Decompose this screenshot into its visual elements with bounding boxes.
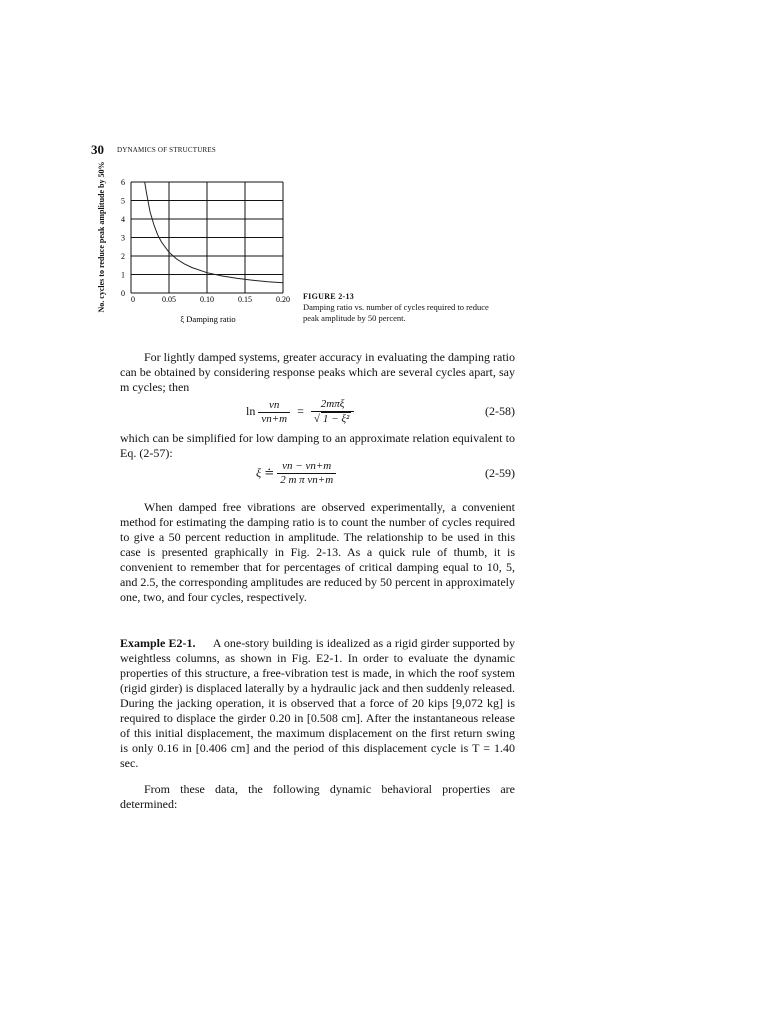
y-tick-label: 6 (121, 178, 125, 187)
figure-caption-text: Damping ratio vs. number of cycles required to reduce peak amplitude by 50 percent. (303, 302, 489, 323)
y-tick-label: 2 (121, 252, 125, 261)
x-tick-label: 0.15 (238, 295, 252, 304)
y-axis-label: No. cycles to reduce peak amplitude by 50% (97, 161, 106, 313)
paragraph-1-text: For lightly damped systems, greater accuracy in evaluating the damping ratio can be obtained by considering response peaks which are several cycles apart, say m cycles; then (120, 350, 515, 394)
example-text: A one-story building is idealized as a rigid girder supported by weightless columns, as shown in Fig. E2-1. In order to evaluate the dynamic properties of this structure, a free-vibration test is made, in which the roof system (rigid girder) is displaced laterally by a hydraulic jack and then suddenly released. During the jacking operation, it is observed that a force of 20 kips [9,072 kg] is required to displace the girder 0.20 in [0.508 cm]. After the instantaneous release of this initial displacement, the maximum displacement on the first return swing is only 0.16 in [0.406 cm] and the period of this displacement cycle is T = 1.40 sec. (120, 636, 515, 770)
eq1-den2: 1 − ξ² (322, 413, 350, 425)
paragraph-2: which can be simplified for low damping to an approximate relation equivalent to Eq. (2-57): (120, 431, 515, 460)
chart-grid (131, 182, 283, 293)
y-tick-label: 3 (121, 233, 125, 243)
page-number: 30 (91, 142, 104, 157)
x-tick-label: 0.10 (200, 295, 214, 304)
running-head: DYNAMICS OF STRUCTURES (117, 146, 216, 154)
eq2-lhs: ξ ≐ (256, 465, 275, 480)
equation-2-59 (120, 458, 515, 496)
eq1-num1: vn (258, 399, 290, 413)
eq1-frac1 (258, 399, 290, 426)
chart-curve (145, 182, 283, 283)
paragraph-4-text: From these data, the following dynamic behavioral properties are determined: (120, 782, 515, 811)
y-tick-label: 5 (121, 196, 125, 206)
example-heading: Example E2-1. (120, 636, 196, 650)
paragraph-1 (120, 350, 515, 395)
y-tick-label: 1 (121, 270, 125, 280)
figure-label: FIGURE 2-13 (303, 292, 355, 301)
x-tick-label: 0 (131, 295, 135, 304)
eq1-den1: vn+m (261, 412, 288, 425)
figure-caption (303, 291, 503, 324)
y-tick-label: 0 (121, 289, 125, 298)
chart-tick-labels (121, 178, 290, 304)
paragraph-3 (120, 500, 515, 605)
eq2-den: 2 m π vn+m (280, 474, 334, 486)
y-tick-label: 4 (121, 215, 125, 224)
eq1-number: (2-58) (485, 404, 515, 418)
paragraph-4 (120, 782, 515, 812)
eq1-frac2: $\frac{\text{2mπξ}}{\text{√ 1 − ξ²}}$ (311, 398, 354, 426)
equation-2-58: ln $\frac{vn}{vn+m}$ = $\frac{\text{2mπξ}}{\text{√ 1 − ξ²}}$ (2-58) (246, 398, 515, 425)
x-tick-label: 0.05 (162, 295, 176, 304)
eq2-num: vn − vn+m (277, 460, 336, 474)
eq1-ln: ln (246, 403, 256, 418)
example-e2-1 (120, 636, 515, 771)
eq2-number: (2-59) (485, 466, 515, 480)
damping-chart (100, 172, 300, 332)
x-tick-label: 0.20 (276, 295, 290, 304)
eq2-frac (277, 460, 336, 487)
paragraph-3-text: When damped free vibrations are observed experimentally, a convenient method for estimating the damping ratio is to count the number of cycles required to give a 50 percent reduction in amplitude. The relationship to be used in this case is presented graphically in Fig. 2-13. As a quick rule of thumb, it is convenient to remember that for percentages of critical damping equal to 10, 5, and 2.5, the corresponding amplitudes are reduced by 50 percent in approximately one, two, and four cycles, respectively. (120, 500, 515, 604)
x-axis-label: ξ Damping ratio (180, 314, 236, 324)
eq1-num2: 2mπξ (311, 398, 354, 412)
